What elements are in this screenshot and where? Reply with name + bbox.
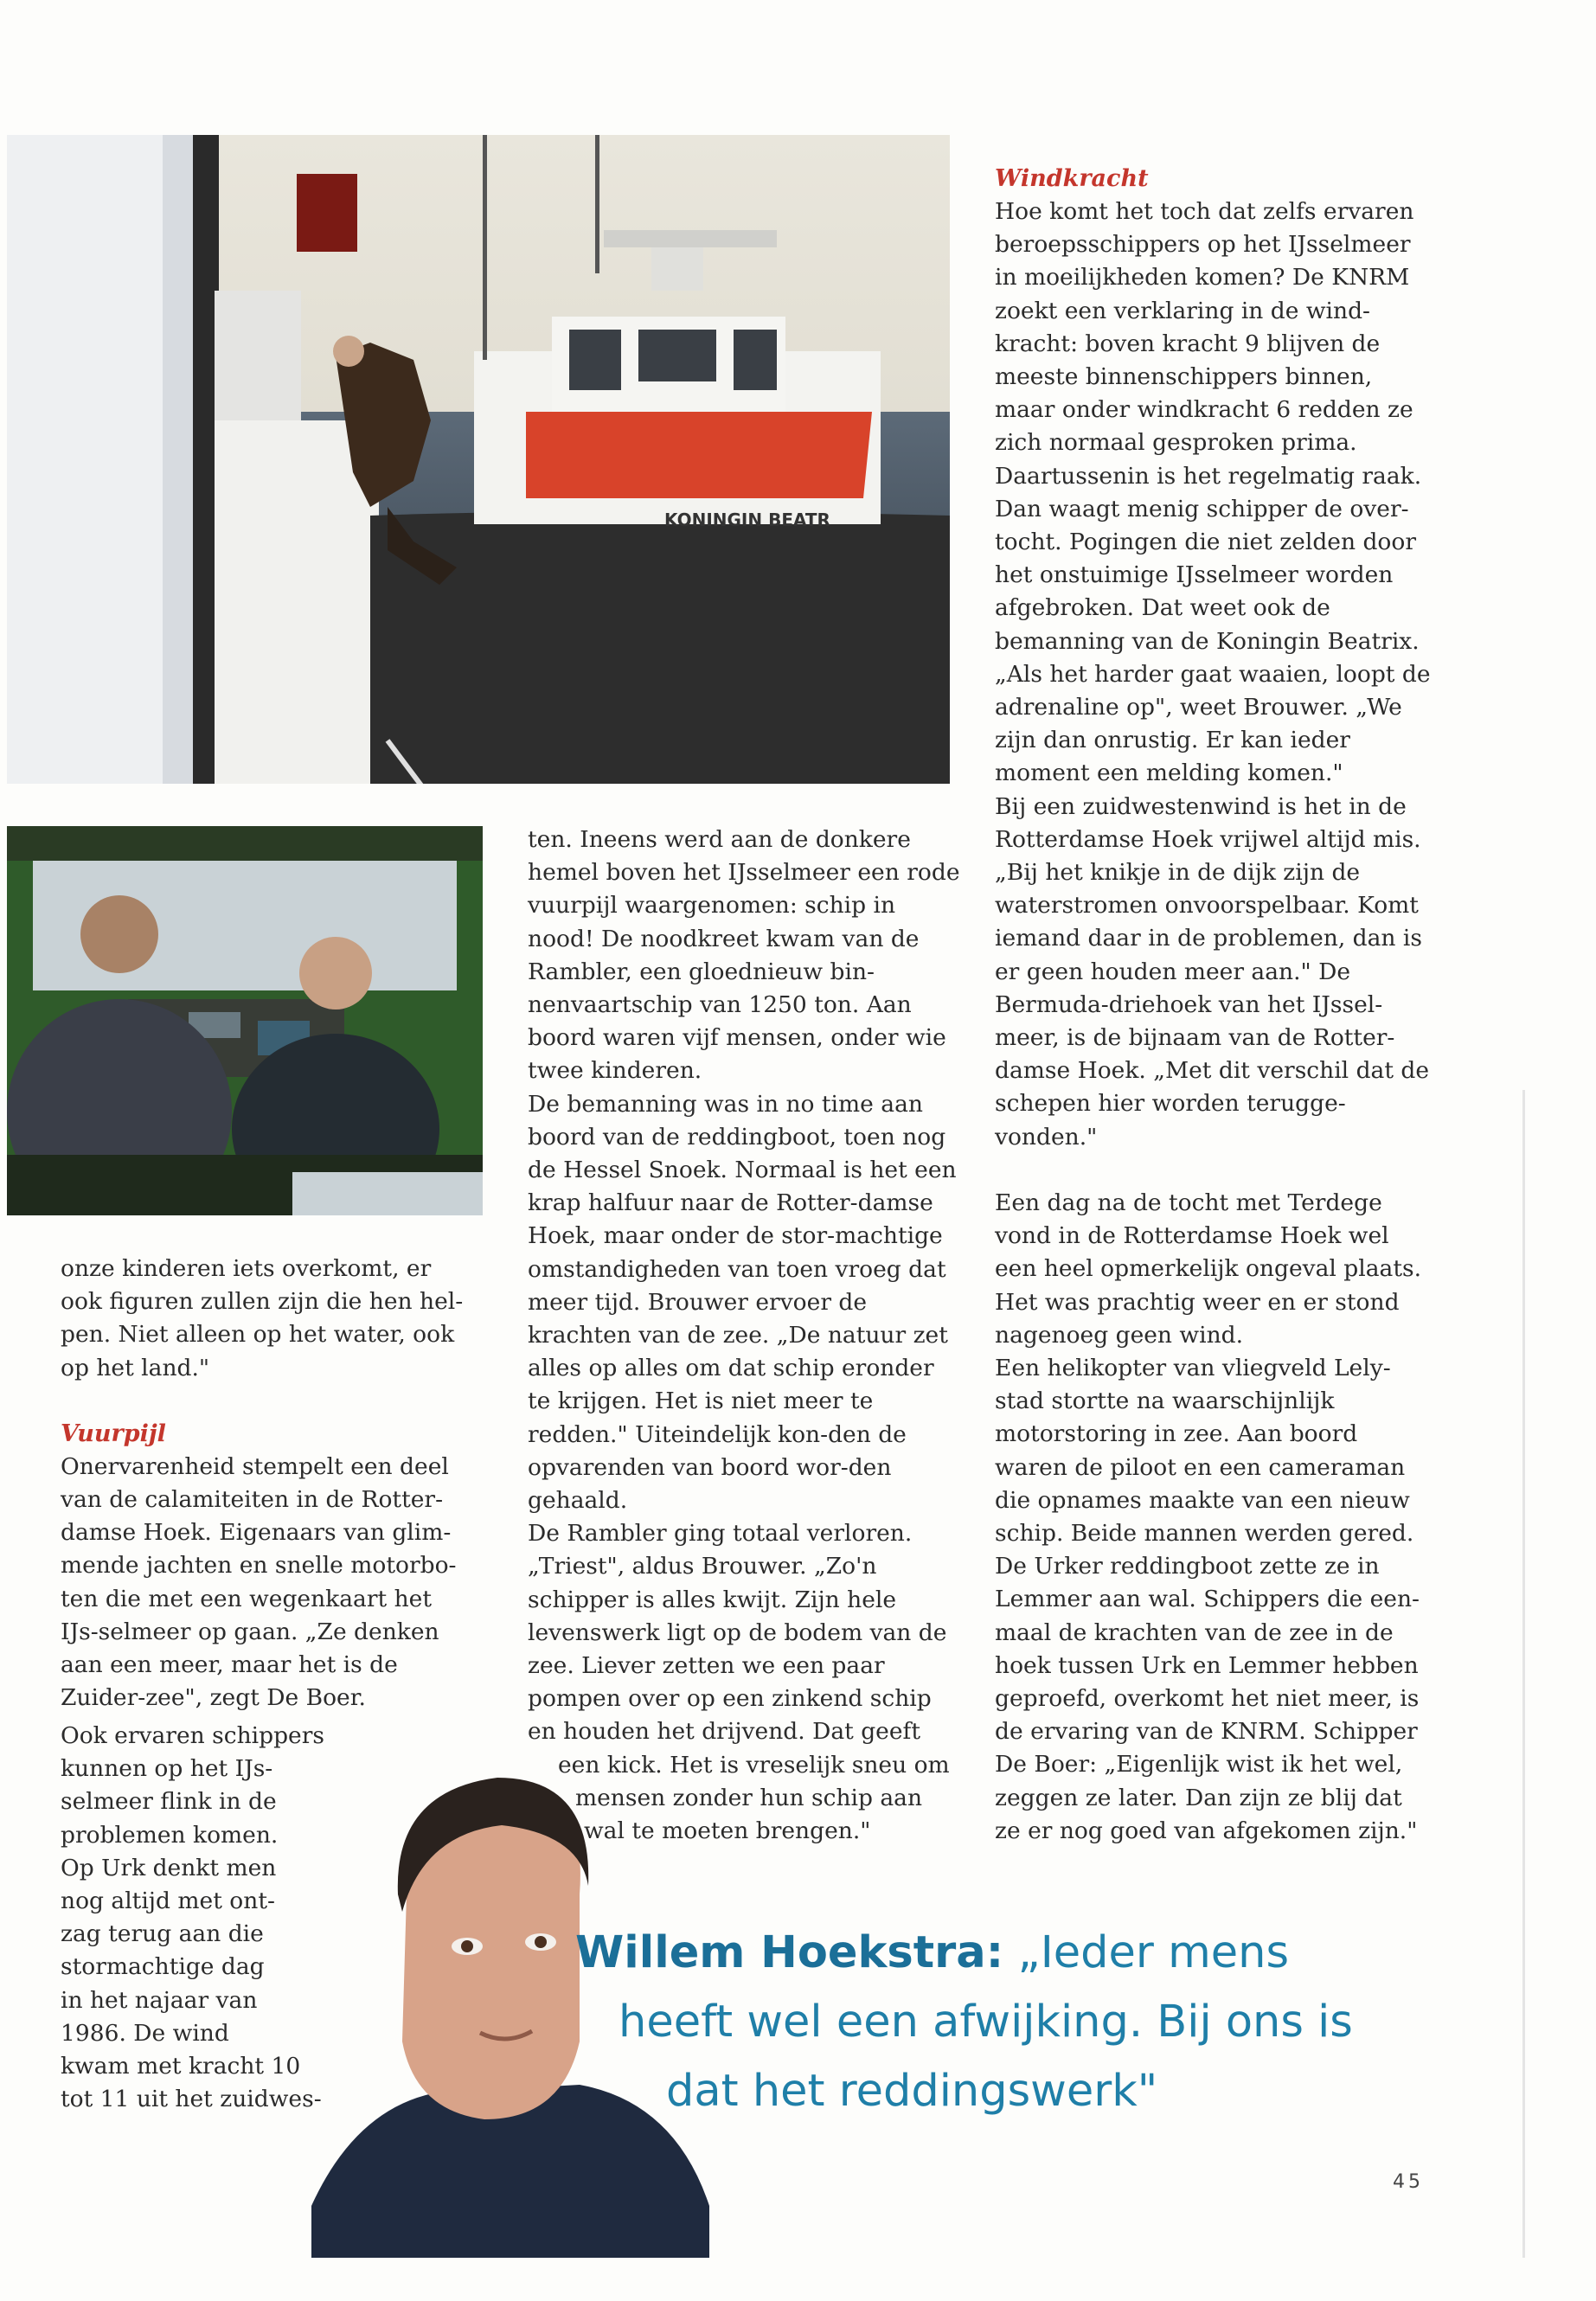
left-para-2-line: nog altijd met ont- [61,1888,275,1915]
right-edge-rule [1522,1090,1525,2258]
right-para-4: Een helikopter van vliegveld Lely-stad stortte na waarschijnlijk motorstoring in zee. Aan boord waren de piloot en een cameraman die opnames maakte van een nieuw schip. Beide mannen werden gered. De Urker reddingboot zette ze in Lemmer aan wal. Schippers die een-maal de krachten van de zee in de hoek tussen Urk en Lemmer hebben geproefd, overkomt het niet meer, is de ervaring van de KNRM. Schipper De Boer: „Eigenlijk wist ik het wel, zeggen ze later. Dan zijn ze blij dat ze er nog goed van afgekomen zijn." [995,1354,1420,1844]
left-para-2-line: kunnen op het IJs- [61,1755,273,1783]
right-para-1: Hoe komt het toch dat zelfs ervaren beroepsschippers op het IJsselmeer in moeilijkheden komen? De KNRM zoekt een verklaring in de wind-kracht: boven kracht 9 blijven de meeste binnenschippers binnen, maar onder windkracht 6 redden ze zich normaal gesproken prima. Daartussenin is het regelmatig raak. Dan waagt menig schipper de over-tocht. Pogingen die niet zelden door het onstuimige IJsselmeer worden afgebroken. Dat weet ook de bemanning van de Koningin Beatrix. „Als het harder gaat waaien, loopt de adrenaline op", weet Brouwer. „We zijn dan onrustig. Er kan ieder moment een melding komen." [995,198,1431,787]
middle-para-3-tail: een kick. Het is vreselijk sneu om [558,1751,950,1779]
boat-name: KONINGIN BEATR [664,510,830,530]
left-para-2-line: selmeer flink in de [61,1788,277,1816]
left-para-2-line: Ook ervaren schippers [61,1722,324,1749]
pull-quote-line-2: heeft wel een afwijking. Bij ons is [619,1997,1353,2048]
middle-para-2: De bemanning was in no time aan boord van de reddingboot, toen nog de Hessel Snoek. Normaal is het een krap halfuur naar de Rotter-damse Hoek, maar onder de stor-machtige omstandigheden van toen vroeg dat meer tijd. Brouwer ervoer de krachten van de zee. „De natuur zet alles op alles om dat schip eronder te krijgen. Het is niet meer te redden." Uiteindelijk kon-den de opvarenden van boord wor-den gehaald. [528,1090,957,1515]
right-para-2: Bij een zuidwestenwind is het in de Rotterdamse Hoek vrijwel altijd mis. „Bij het knikje in de dijk zijn de waterstromen onvoorspelbaar. Komt iemand daar in de problemen, dan is er geen houden meer aan." De Bermuda-driehoek van het IJssel-meer, is de bijnaam van de Rotter-damse Hoek. „Met dit verschil dat de schepen hier worden terugge-vonden." [995,792,1430,1150]
left-intro: onze kinderen iets overkomt, er ook figuren zullen zijn die hen hel-pen. Niet alleen op het water, ook op het land." [61,1255,464,1381]
left-para-2-line: stormachtige dag [61,1953,265,1981]
left-para-2-line: zag terug aan die [61,1920,264,1948]
column-right [995,163,1432,1848]
left-para-1: Onervarenheid stempelt een deel van de calamiteiten in de Rotter-damse Hoek. Eigenaars van glim-mende jachten en snelle motorbo-ten die met een wegenkaart het IJs-selmeer op gaan. „Ze denken aan een meer, maar het is de Zuider-zee", zegt De Boer. [61,1452,457,1712]
pull-quote [575,1919,1353,2126]
left-para-2-line: tot 11 uit het zuidwes- [61,2086,322,2113]
middle-para-1: ten. Ineens werd aan de donkere hemel boven het IJsselmeer een rode vuurpijl waargenomen: schip in nood! De noodkreet kwam van de Rambler, een gloednieuw bin-nenvaartschip van 1250 ton. Aan boord waren vijf mensen, onder wie twee kinderen. [528,826,960,1085]
middle-para-3-tail: wal te moeten brengen." [584,1817,871,1845]
column-middle [528,824,960,1848]
pull-quote-line-3: dat het reddingswerk" [666,2066,1158,2117]
column-left [61,1253,476,1715]
left-para-2-line: in het najaar van [61,1986,258,2014]
photo-lifeboat [7,135,950,784]
heading-windkracht: Windkracht [995,165,1149,192]
left-para-2-line: 1986. De wind [61,2019,229,2047]
pull-quote-text-1: „Ieder mens [1003,1927,1290,1978]
page-number: 45 [1393,2171,1424,2193]
left-para-2-line: problemen komen. [61,1821,279,1849]
column-left-wrap [61,1720,337,2116]
left-para-2-line: Op Urk denkt men [61,1854,277,1881]
heading-vuurpijl: Vuurpijl [61,1420,166,1447]
left-para-2-line: kwam met kracht 10 [61,2053,301,2080]
right-para-3: Een dag na de tocht met Terdege vond in de Rotterdamse Hoek wel een heel opmerkelijk ongeval plaats. Het was prachtig weer en er stond nagenoeg geen wind. [995,1189,1422,1349]
pull-quote-speaker: Willem Hoekstra: [575,1927,1004,1978]
pull-quote-line-1 [575,1919,1353,1988]
middle-para-3: De Rambler ging totaal verloren. „Triest", aldus Brouwer. „Zo'n schipper is alles kwijt. Zijn hele levenswerk ligt op de bodem van de zee. Liever zetten we een paar pompen over op een zinkend schip en houden het drijvend. Dat geeft [528,1520,947,1746]
middle-para-3-tail: mensen zonder hun schip aan [575,1784,923,1811]
photo-bridge [7,826,483,1215]
